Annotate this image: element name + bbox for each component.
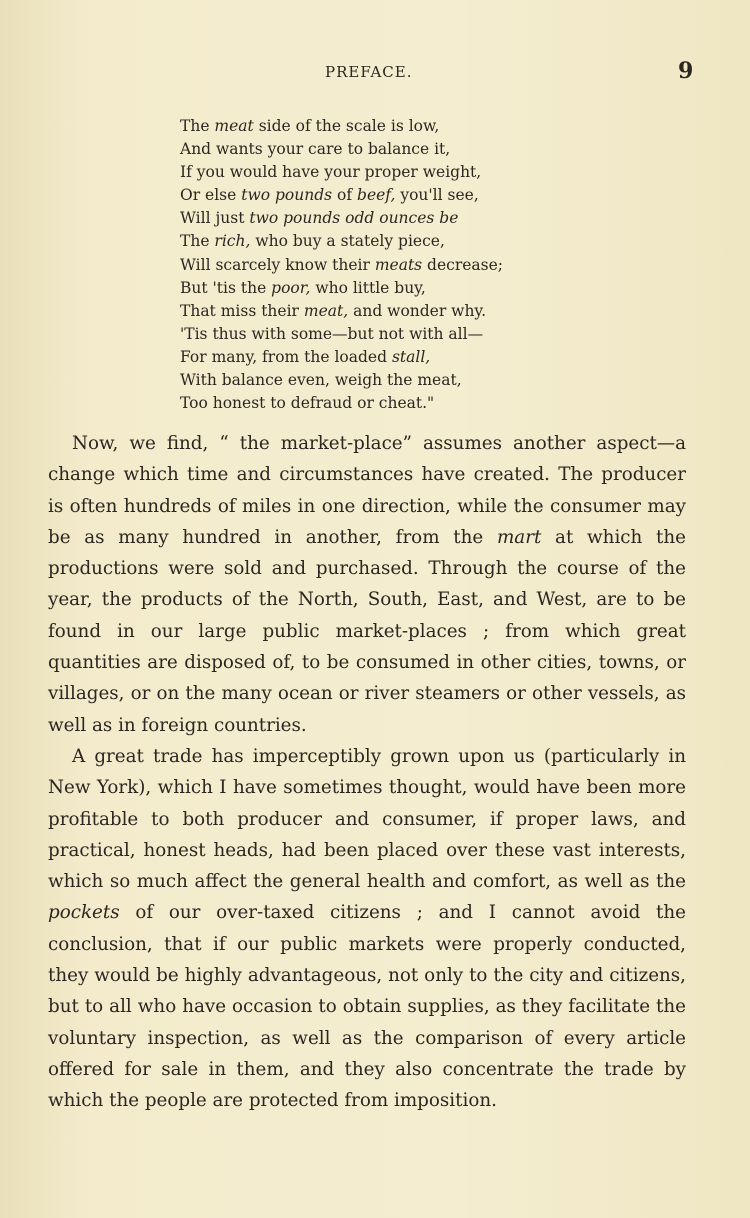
- verse-line: Will just two pounds odd ounces be: [180, 209, 459, 228]
- verse-line: The rich, who buy a stately piece,: [180, 232, 445, 251]
- paragraph: A great trade has imperceptibly grown upon us (particularly in New York), which I have sometimes thought, would have been more profitable to both producer and consumer, if proper laws, and practical, honest heads, had been placed over these vast interests, which so much affect the general health and comfort, as well as the pockets of our over-taxed citizens ; and I cannot avoid the conclusion, that if our public markets were properly conducted, they would be highly advantageous, not only to the city and citizens, but to all who have occasion to obtain supplies, as they facilitate the voluntary inspection, as well as the comparison of every article offered for sale in them, and they also concentrate the trade by which the people are protected from imposition.: [48, 745, 686, 1112]
- italic-run: meats: [374, 255, 423, 274]
- verse-line: Too honest to defraud or cheat.": [180, 394, 435, 413]
- italic-run: mart: [496, 526, 542, 548]
- italic-run: poor,: [271, 278, 311, 297]
- verse-line: That miss their meat, and wonder why.: [180, 301, 487, 320]
- verse-line: If you would have your proper weight,: [180, 163, 482, 182]
- prose-body: [48, 428, 686, 1117]
- paragraph: Now, we find, “ the market-place” assumes another aspect—a change which time and circumstances have created. The producer is often hundreds of miles in one direction, while the consumer may be as many hundred in another, from the mart at which the productions were sold and purchased. Through the course of the year, the products of the North, South, East, and West, are to be found in our large public market-places ; from which great quantities are disposed of, to be consumed in other cities, towns, or villages, or on the many ocean or river steamers or other vessels, as well as in foreign countries.: [48, 433, 686, 736]
- verse-line: For many, from the loaded stall,: [180, 347, 431, 366]
- italic-run: beef,: [357, 186, 396, 205]
- italic-run: stall,: [391, 347, 431, 366]
- verse-line: Will scarcely know their meats decrease;: [180, 255, 504, 274]
- running-head: PREFACE.: [325, 63, 413, 81]
- verse-line: Or else two pounds of beef, you'll see,: [180, 186, 479, 205]
- verse-line: The meat side of the scale is low,: [180, 117, 440, 135]
- page-number: 9: [678, 58, 694, 84]
- italic-run: pockets: [48, 902, 120, 924]
- verse-block: [180, 115, 580, 415]
- italic-run: meat: [214, 117, 254, 135]
- italic-run: two pounds: [241, 186, 333, 205]
- verse-line: 'Tis thus with some—but not with all—: [180, 324, 484, 343]
- verse-line: But 'tis the poor, who little buy,: [180, 278, 426, 297]
- italic-run: rich,: [214, 232, 251, 251]
- italic-run: two pounds odd ounces be: [249, 209, 459, 228]
- verse-line: And wants your care to balance it,: [180, 140, 451, 159]
- page-header: [0, 60, 750, 86]
- verse-line: With balance even, weigh the meat,: [180, 371, 462, 390]
- italic-run: meat,: [303, 301, 349, 320]
